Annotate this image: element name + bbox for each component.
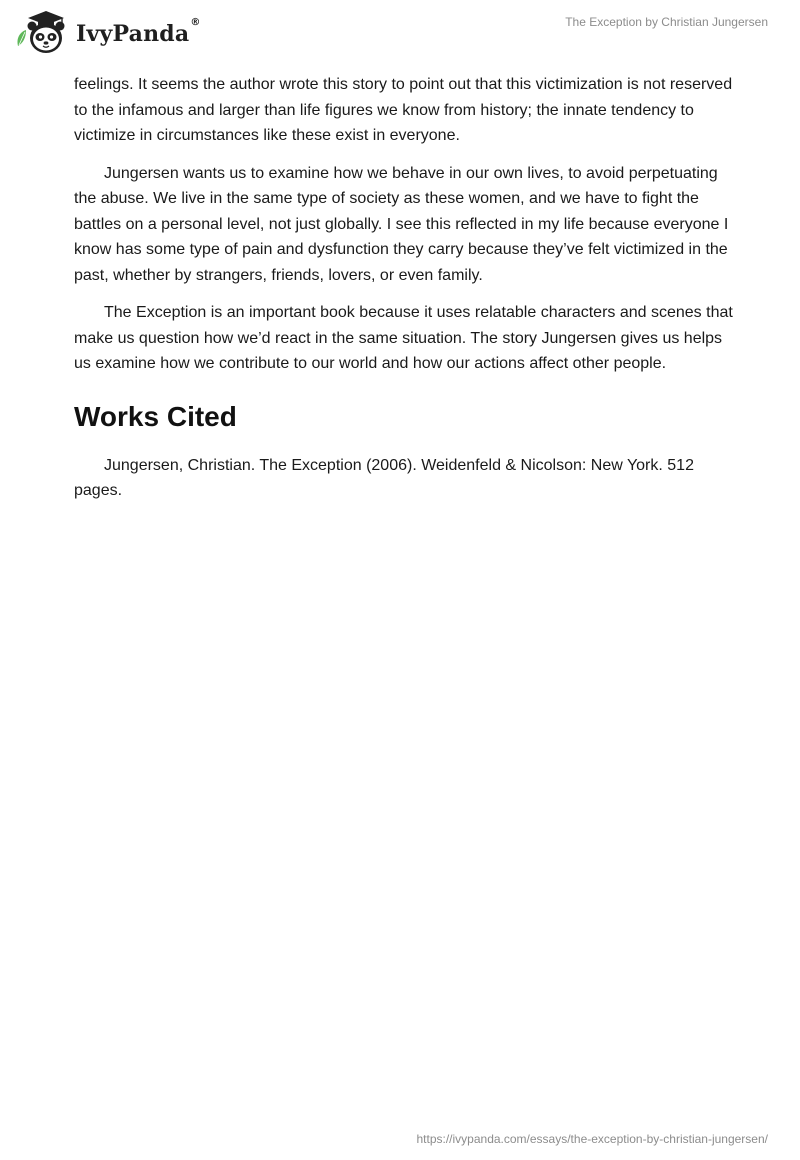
ivypanda-logo[interactable]: [14, 8, 201, 58]
brand-name: [76, 17, 201, 47]
paragraph-examine-behavior: Jungersen wants us to examine how we behave in our own lives, to avoid perpetuating the abuse. We live in the same type of society as these women, and we have to fight the battles on a personal level, not just globally. I see this reflected in my life because everyone I know has some type of pain and dysfunction they carry because they’ve felt victimized in the past, whether by strangers, friends, lovers, or even family.: [74, 164, 729, 284]
page-header: [0, 0, 800, 64]
registered-mark: ®: [190, 17, 201, 28]
paragraph-continuation: feelings. It seems the author wrote this story to point out that this victimization is not reserved to the infamous and larger than life figures we know from history; the innate tendency to victimize in circumstances like these exist in everyone.: [74, 76, 733, 144]
brand-text: IvyPanda: [76, 21, 190, 47]
citation-entry: Jungersen, Christian. The Exception (2006). Weidenfeld & Nicolson: New York. 512 pages.: [74, 456, 694, 499]
document-title: The Exception by Christian Jungersen: [565, 15, 768, 29]
paragraph-conclusion: The Exception is an important book because it uses relatable characters and scenes that make us question how we’d react in the same situation. The story Jungersen gives us helps us examine how we contribute to our world and how our actions affect other people.: [74, 304, 733, 372]
works-cited-heading: Works Cited: [74, 400, 237, 432]
source-url[interactable]: https://ivypanda.com/essays/the-exception-by-christian-jungersen/: [416, 1132, 768, 1146]
essay-content: [74, 72, 734, 516]
panda-graduation-logo-icon: [14, 8, 74, 58]
